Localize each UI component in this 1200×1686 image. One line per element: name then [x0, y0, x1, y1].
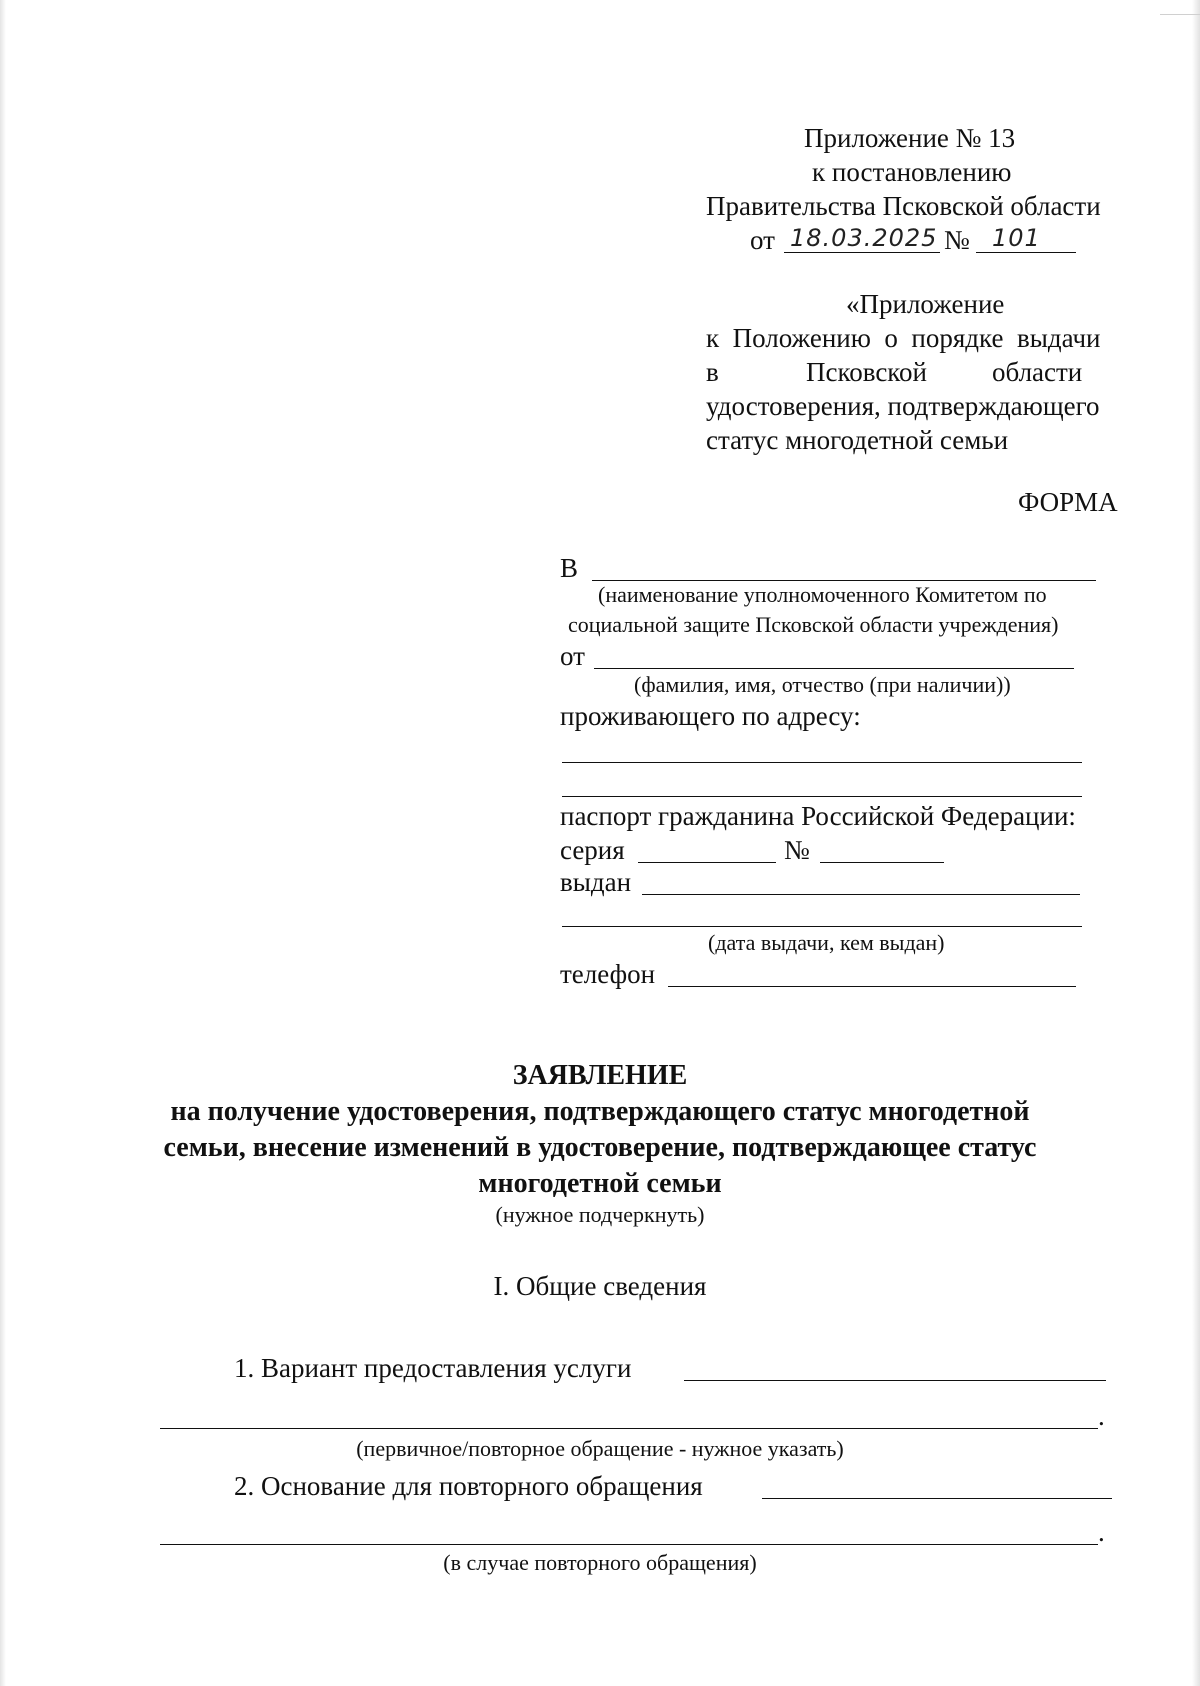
series-field[interactable] [638, 862, 776, 863]
issued-field-1[interactable] [642, 894, 1080, 895]
appendix-line-2a: в [706, 357, 719, 387]
appendix-line-2c: области [992, 357, 1083, 387]
issued-label: выдан [560, 867, 632, 897]
item2-label: 2. Основание для повторного обращения [234, 1471, 703, 1501]
item2-field-1[interactable] [762, 1498, 1112, 1499]
date-underline [784, 252, 940, 253]
annex-to-resolution: к постановлению [812, 157, 1012, 187]
address-field-2[interactable] [562, 796, 1082, 797]
phone-label: телефон [560, 959, 656, 989]
statement-note: (нужное подчеркнуть) [495, 1202, 705, 1227]
appendix-title: «Приложение [846, 289, 1005, 319]
address-field-1[interactable] [562, 762, 1082, 763]
item2-hint: (в случае повторного обращения) [443, 1550, 757, 1575]
statement-subtitle-2: семьи, внесение изменений в удостоверение, подтверждающее статус [163, 1132, 1037, 1163]
to-field[interactable] [592, 580, 1096, 581]
statement-title: ЗАЯВЛЕНИЕ [512, 1060, 688, 1091]
statement-subtitle-1: на получение удостоверения, подтверждающего статус многодетной [170, 1096, 1030, 1127]
annex-from-label: от [750, 225, 775, 255]
to-hint-1: (наименование уполномоченного Комитетом по [598, 582, 1047, 607]
item2-period: . [1098, 1517, 1105, 1547]
item2-field-2[interactable] [160, 1544, 1098, 1545]
annex-government: Правительства Псковской области [706, 191, 1101, 221]
statement-subtitle-3: многодетной семьи [478, 1168, 722, 1199]
passport-number-field[interactable] [820, 862, 944, 863]
page-left-edge [0, 0, 6, 1686]
to-label: В [560, 553, 579, 583]
phone-field[interactable] [668, 986, 1076, 987]
item1-label: 1. Вариант предоставления услуги [234, 1353, 632, 1383]
appendix-line-2b: Псковской [806, 357, 927, 387]
appendix-line-4: статус многодетной семьи [706, 425, 1009, 455]
form-label: ФОРМА [1018, 487, 1118, 517]
item1-period: . [1098, 1401, 1105, 1431]
number-underline [976, 252, 1076, 253]
section-heading: I. Общие сведения [493, 1271, 707, 1301]
address-label: проживающего по адресу: [560, 701, 861, 731]
annex-number-label: № [944, 225, 970, 255]
item1-field-2[interactable] [160, 1428, 1098, 1429]
appendix-line-3: удостоверения, подтверждающего [706, 391, 1100, 421]
issued-field-2[interactable] [562, 926, 1082, 927]
page-right-edge [1192, 0, 1200, 1686]
page-corner-fold [1160, 0, 1200, 15]
from-field[interactable] [594, 668, 1074, 669]
annex-number: Приложение № 13 [804, 123, 1016, 153]
from-hint: (фамилия, имя, отчество (при наличии)) [634, 672, 1011, 697]
item1-field-1[interactable] [684, 1380, 1106, 1381]
item1-hint: (первичное/повторное обращение - нужное указать) [356, 1436, 844, 1461]
passport-label: паспорт гражданина Российской Федерации: [560, 801, 1076, 831]
appendix-line-1: к Положению о порядке выдачи [706, 323, 1101, 353]
from-label: от [560, 641, 585, 671]
passport-number-label: № [784, 835, 810, 865]
issued-hint: (дата выдачи, кем выдан) [708, 930, 945, 955]
series-label: серия [560, 835, 625, 865]
to-hint-2: социальной защите Псковской области учреждения) [568, 612, 1059, 637]
annex-date-handwritten: 18.03.2025 [790, 224, 938, 252]
annex-number-handwritten: 101 [992, 224, 1041, 252]
